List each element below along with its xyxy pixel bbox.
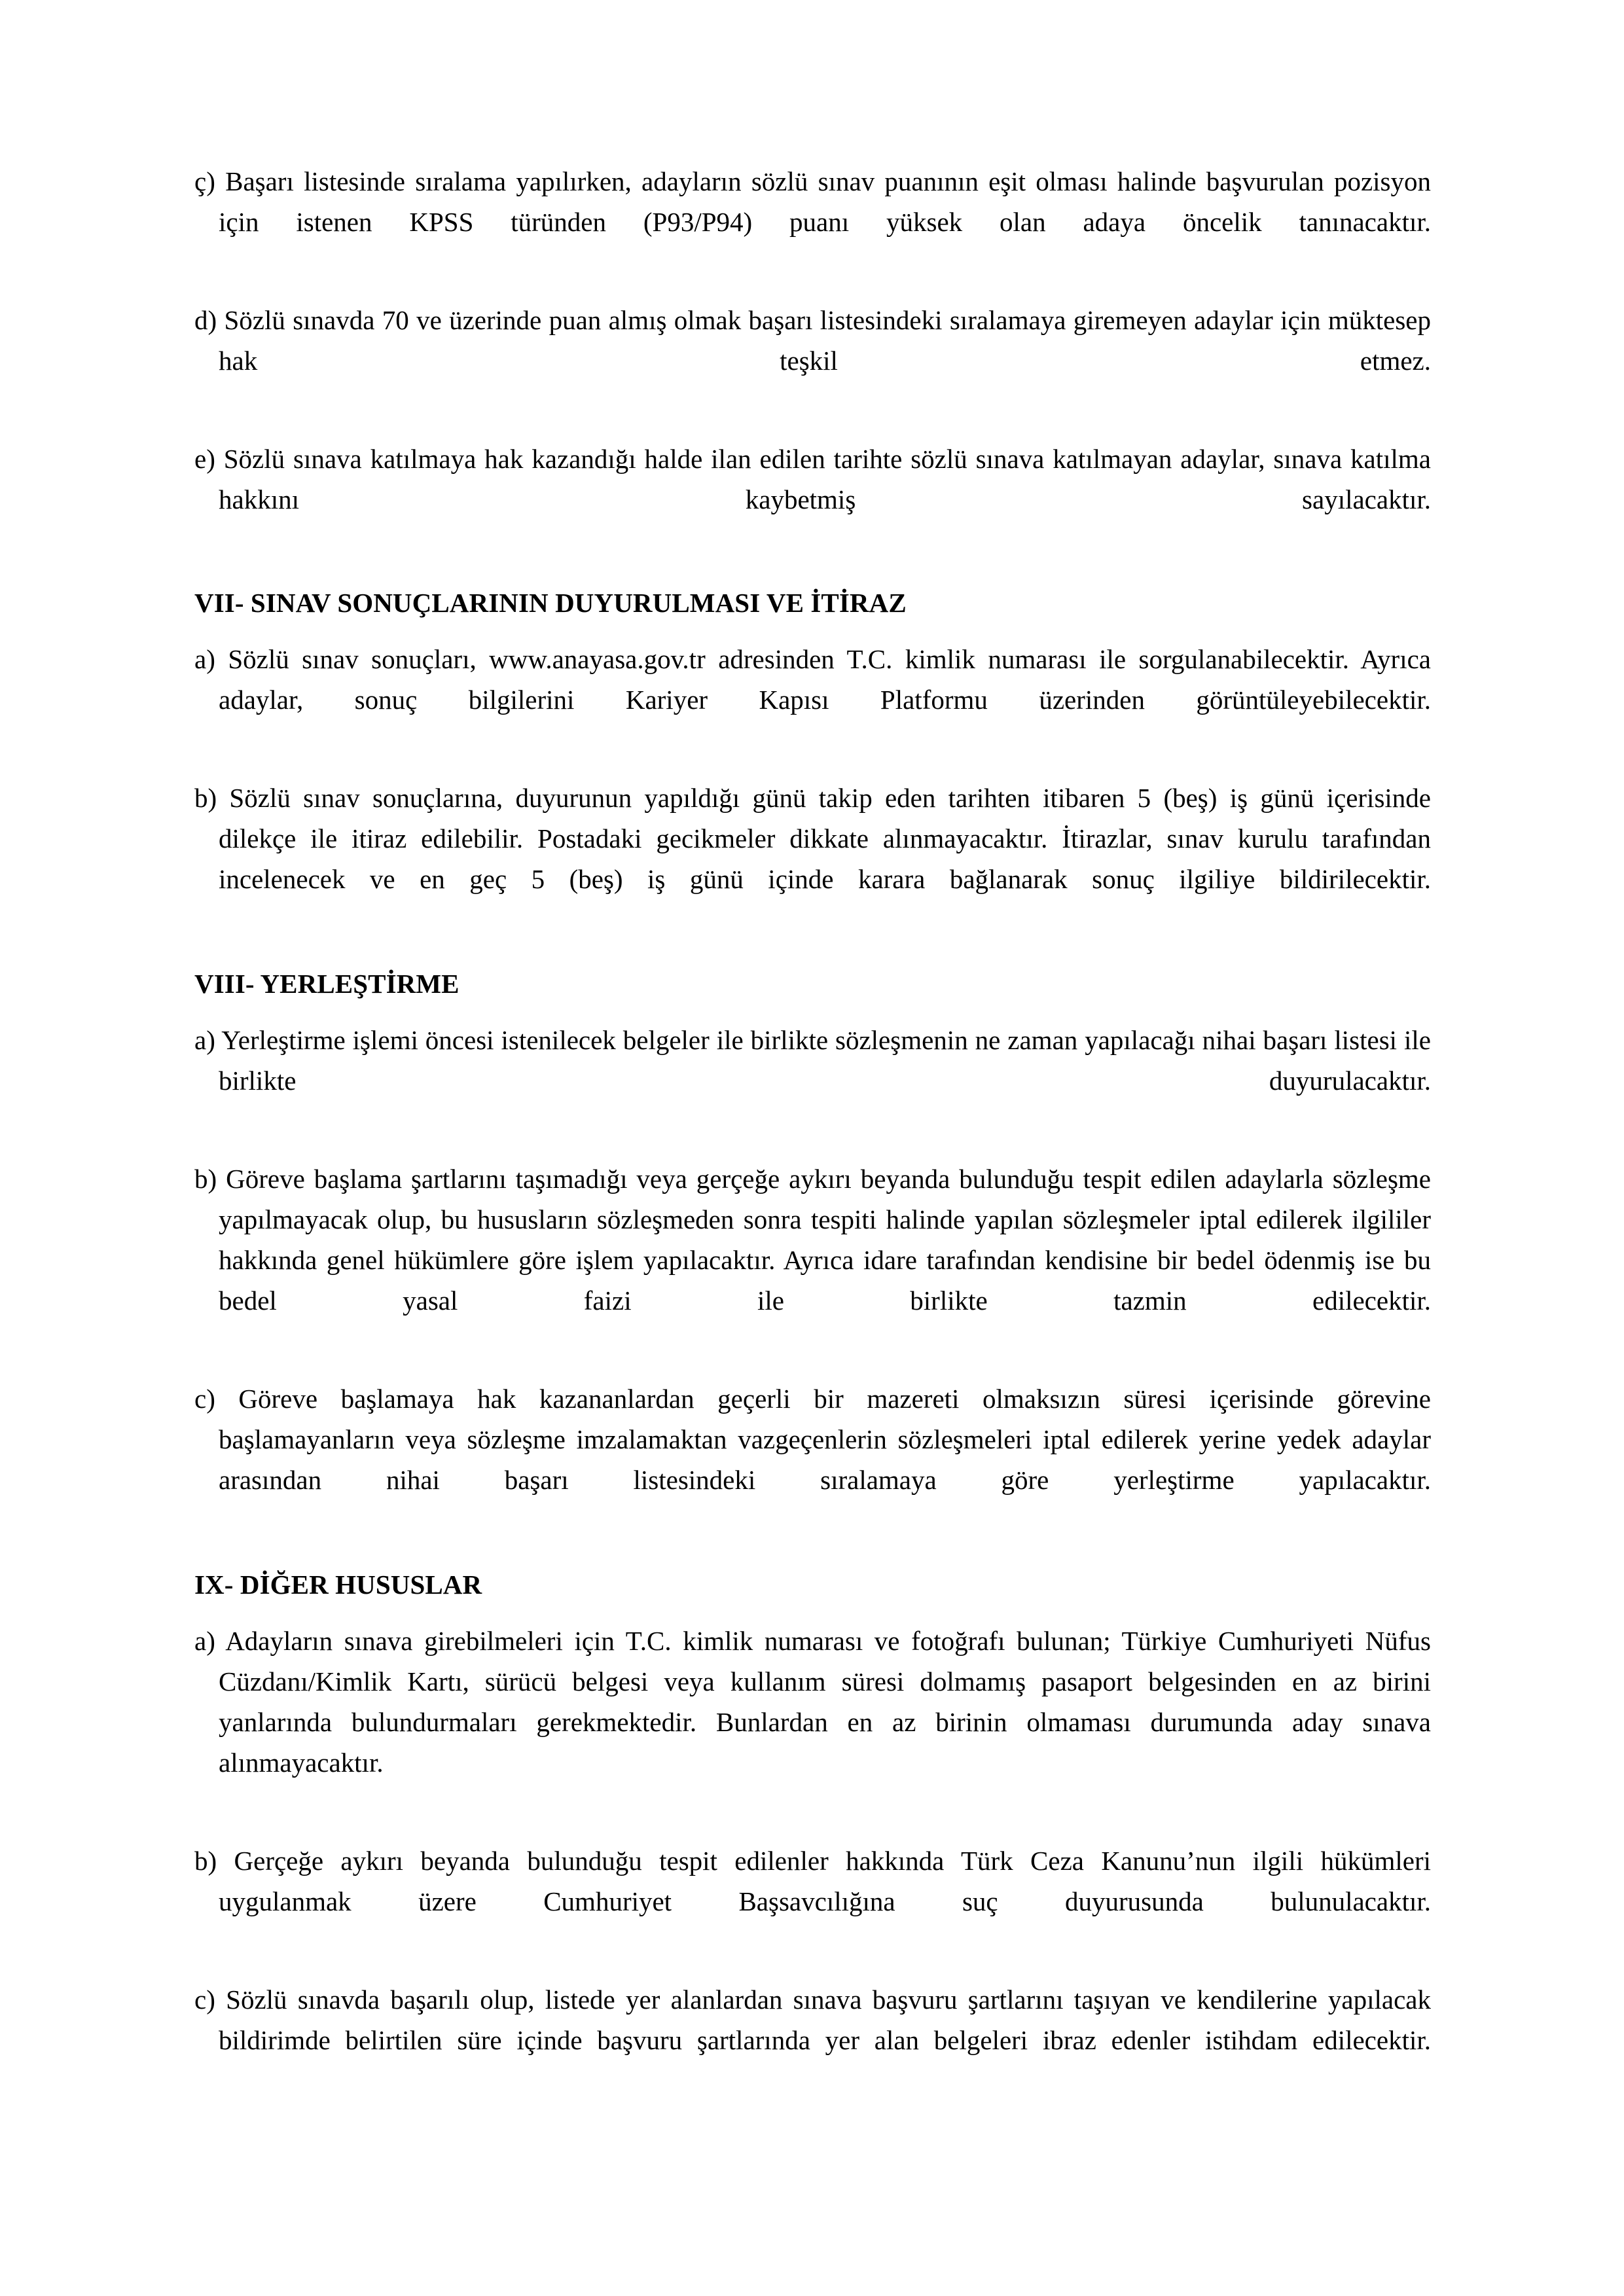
paragraph-vii-a: a) Sözlü sınav sonuçları, www.anayasa.gov.tr adresinden T.C. kimlik numarası ile sorgulanabilecektir. Ayrıca adaylar, sonuç bilgilerini Kariyer Kapısı Platformu üzerinden görüntüleyebilecektir. [194, 644, 1431, 715]
paragraph-vi-e: e) Sözlü sınava katılmaya hak kazandığı halde ilan edilen tarihte sözlü sınava katılmayan adaylar, sınava katılma hakkını kaybetmiş sayılacaktır. [194, 444, 1431, 514]
heading-viii: VIII- YERLEŞTİRME [194, 969, 460, 999]
paragraph-vi-c: ç) Başarı listesinde sıralama yapılırken, adayların sözlü sınav puanının eşit olması halinde başvurulan pozisyon için istenen KPSS türünden (P93/P94) puanı yüksek olan adaya öncelik tanınacaktır. [194, 166, 1431, 237]
paragraph-ix-b: b) Gerçeğe aykırı beyanda bulunduğu tespit edilenler hakkında Türk Ceza Kanunu’nun ilgili hükümleri uygulanmak üzere Cumhuriyet Başsavcılığına suç duyurusunda bulunulacaktır. [194, 1846, 1431, 1916]
section-heading-vii-wrapper [194, 583, 1431, 623]
paragraph-vii-b: b) Sözlü sınav sonuçlarına, duyurunun yapıldığı günü takip eden tarihten itibaren 5 (beş) iş günü içerisinde dilekçe ile itiraz edilebilir. Postadaki gecikmeler dikkate alınmayacaktır. İtirazlar, sınav kurulu tarafından incelenecek ve en geç 5 (beş) iş günü içinde karara bağlanarak sonuç ilgiliye bildirilecektir. [194, 783, 1431, 894]
section-heading-viii-wrapper [194, 963, 1431, 1004]
paragraph-ix-a: a) Adayların sınava girebilmeleri için T.C. kimlik numarası ve fotoğrafı bulunan; Türkiye Cumhuriyeti Nüfus Cüzdanı/Kimlik Kartı, sürücü belgesi veya kullanım süresi dolmamış pasaport belgesinden en az birini yanlarında bulundurmaları gerekmektedir. Bunlardan en az birinin olmaması durumunda aday sınava alınmayacaktır. [194, 1626, 1431, 1778]
heading-ix: IX- DİĞER HUSUSLAR [194, 1570, 482, 1600]
document-body [194, 161, 1431, 2101]
paragraph-vi-d: d) Sözlü sınavda 70 ve üzerinde puan almış olmak başarı listesindeki sıralamaya giremeyen adaylar için müktesep hak teşkil etmez. [194, 305, 1431, 376]
heading-vii: VII- SINAV SONUÇLARININ DUYURULMASI VE İTİRAZ [194, 588, 907, 618]
paragraph-viii-a: a) Yerleştirme işlemi öncesi istenilecek belgeler ile birlikte sözleşmenin ne zaman yapılacağı nihai başarı listesi ile birlikte duyurulacaktır. [194, 1025, 1431, 1096]
section-heading-ix-wrapper [194, 1564, 1431, 1605]
paragraph-ix-c: c) Sözlü sınavda başarılı olup, listede yer alanlardan sınava başvuru şartlarını taşıyan ve kendilerine yapılacak bildirimde belirtilen süre içinde başvuru şartlarında yer alan belgeleri ibraz edenler istihdam edilecektir. [194, 1984, 1431, 2055]
paragraph-viii-b: b) Göreve başlama şartlarını taşımadığı veya gerçeğe aykırı beyanda bulunduğu tespit edilen adaylarla sözleşme yapılmayacak olup, bu hususların sözleşmeden sonra tespiti halinde yapılan sözleşmeler iptal edilerek ilgililer hakkında genel hükümlere göre işlem yapılacaktır. Ayrıca idare tarafından kendisine bir bedel ödenmiş ise bu bedel yasal faizi ile birlikte tazmin edilecektir. [194, 1164, 1431, 1316]
paragraph-viii-c: c) Göreve başlamaya hak kazananlardan geçerli bir mazereti olmaksızın süresi içerisinde görevine başlamayanların veya sözleşme imzalamaktan vazgeçenlerin sözleşmeleri iptal edilerek yerine yedek adaylar arasından nihai başarı listesindeki sıralamaya göre yerleştirme yapılacaktır. [194, 1384, 1431, 1495]
